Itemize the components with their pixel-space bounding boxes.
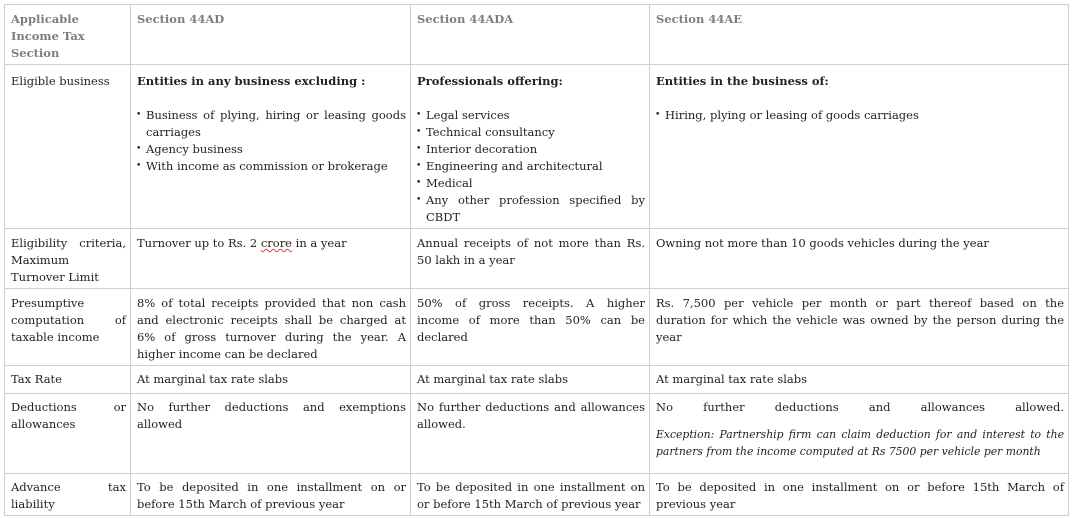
eligible-44ae-heading: Entities in the business of:: [656, 74, 829, 88]
header-row: [5, 5, 1069, 65]
cell-44ada-eligible: [411, 65, 650, 229]
eligibility-44ad-post: in a year: [292, 236, 347, 250]
row-eligibility: [5, 229, 1069, 289]
tax-comparison-table: [4, 4, 1069, 516]
cell-44ada-advance-tax: To be deposited in one installment on or before 15th March of previous year: [411, 474, 650, 516]
eligible-44ada-heading: Professionals offering:: [417, 74, 563, 88]
deductions-44ae-text: No further deductions and allowances allowed.: [656, 400, 1064, 414]
list-item: • With income as commission or brokerage: [146, 158, 406, 175]
row-label-deductions: Deductions or allowances: [5, 394, 131, 474]
eligible-44ae-list: [656, 107, 1064, 124]
row-presumptive: [5, 289, 1069, 366]
header-44ad: Section 44AD: [131, 5, 411, 65]
cell-44ada-presumptive: 50% of gross receipts. A higher income of more than 50% can be declared: [411, 289, 650, 366]
list-item: • Legal services: [426, 107, 645, 124]
row-label-presumptive: [5, 289, 131, 366]
list-item: • Hiring, plying or leasing of goods carriages: [665, 107, 1064, 124]
cell-44ae-deductions: [650, 394, 1069, 474]
cell-44ad-eligible: [131, 65, 411, 229]
cell-44ada-eligibility: Annual receipts of not more than Rs. 50 lakh in a year: [411, 229, 650, 289]
eligible-44ada-list: [417, 107, 645, 226]
list-item: • Engineering and architectural: [426, 158, 645, 175]
list-item: • Interior decoration: [426, 141, 645, 158]
eligibility-44ad-pre: Turnover up to Rs. 2: [137, 236, 261, 250]
deductions-44ae-exception: Exception: Partnership firm can claim deduction for and interest to the partners from the income computed at Rs 7500 per vehicle per month: [656, 428, 1064, 458]
cell-44ad-tax-rate: At marginal tax rate slabs: [131, 366, 411, 394]
cell-44ae-tax-rate: At marginal tax rate slabs: [650, 366, 1069, 394]
header-44ada: Section 44ADA: [411, 5, 650, 65]
cell-44ada-tax-rate: At marginal tax rate slabs: [411, 366, 650, 394]
row-label-advance-tax: Advance tax liability: [5, 474, 131, 516]
row-eligible-business: [5, 65, 1069, 229]
row-label-eligible-business: [5, 65, 131, 229]
cell-44ad-deductions: No further deductions and exemptions allowed: [131, 394, 411, 474]
label-text: Presumptive computation of taxable income: [11, 296, 126, 344]
row-advance-tax: [5, 474, 1069, 516]
header-section-label: Applicable Income Tax Section: [5, 5, 131, 65]
cell-44ad-presumptive: 8% of total receipts provided that non cash and electronic receipts shall be charged at 6% of gross turnover during the year. A higher income can be declared: [131, 289, 411, 366]
row-label-eligibility: [5, 229, 131, 289]
list-item: • Medical: [426, 175, 645, 192]
label-text: Eligibility criteria, Maximum Turnover Limit: [11, 236, 126, 284]
cell-44ad-advance-tax: To be deposited in one installment on or before 15th March of previous year: [131, 474, 411, 516]
cell-44ae-presumptive: Rs. 7,500 per vehicle per month or part thereof based on the duration for which the vehicle was owned by the person during the year: [650, 289, 1069, 366]
cell-44ae-eligibility: Owning not more than 10 goods vehicles during the year: [650, 229, 1069, 289]
list-item: • Business of plying, hiring or leasing goods carriages: [146, 107, 406, 141]
eligible-44ad-heading: Entities in any business excluding :: [137, 74, 366, 88]
cell-44ada-deductions: No further deductions and allowances allowed.: [411, 394, 650, 474]
cell-44ad-eligibility: [131, 229, 411, 289]
spellcheck-crore: crore: [260, 236, 292, 250]
list-item: • Technical consultancy: [426, 124, 645, 141]
eligible-44ad-list: [137, 107, 406, 175]
list-item: • Agency business: [146, 141, 406, 158]
cell-44ae-eligible: [650, 65, 1069, 229]
row-label-tax-rate: Tax Rate: [5, 366, 131, 394]
list-item: • Any other profession specified by CBDT: [426, 192, 645, 226]
row-tax-rate: [5, 366, 1069, 394]
header-44ae: Section 44AE: [650, 5, 1069, 65]
tax-comparison-table-wrapper: [4, 4, 1069, 516]
row-deductions: [5, 394, 1069, 474]
label-text: Eligible business: [11, 74, 110, 88]
cell-44ae-advance-tax: To be deposited in one installment on or before 15th March of previous year: [650, 474, 1069, 516]
